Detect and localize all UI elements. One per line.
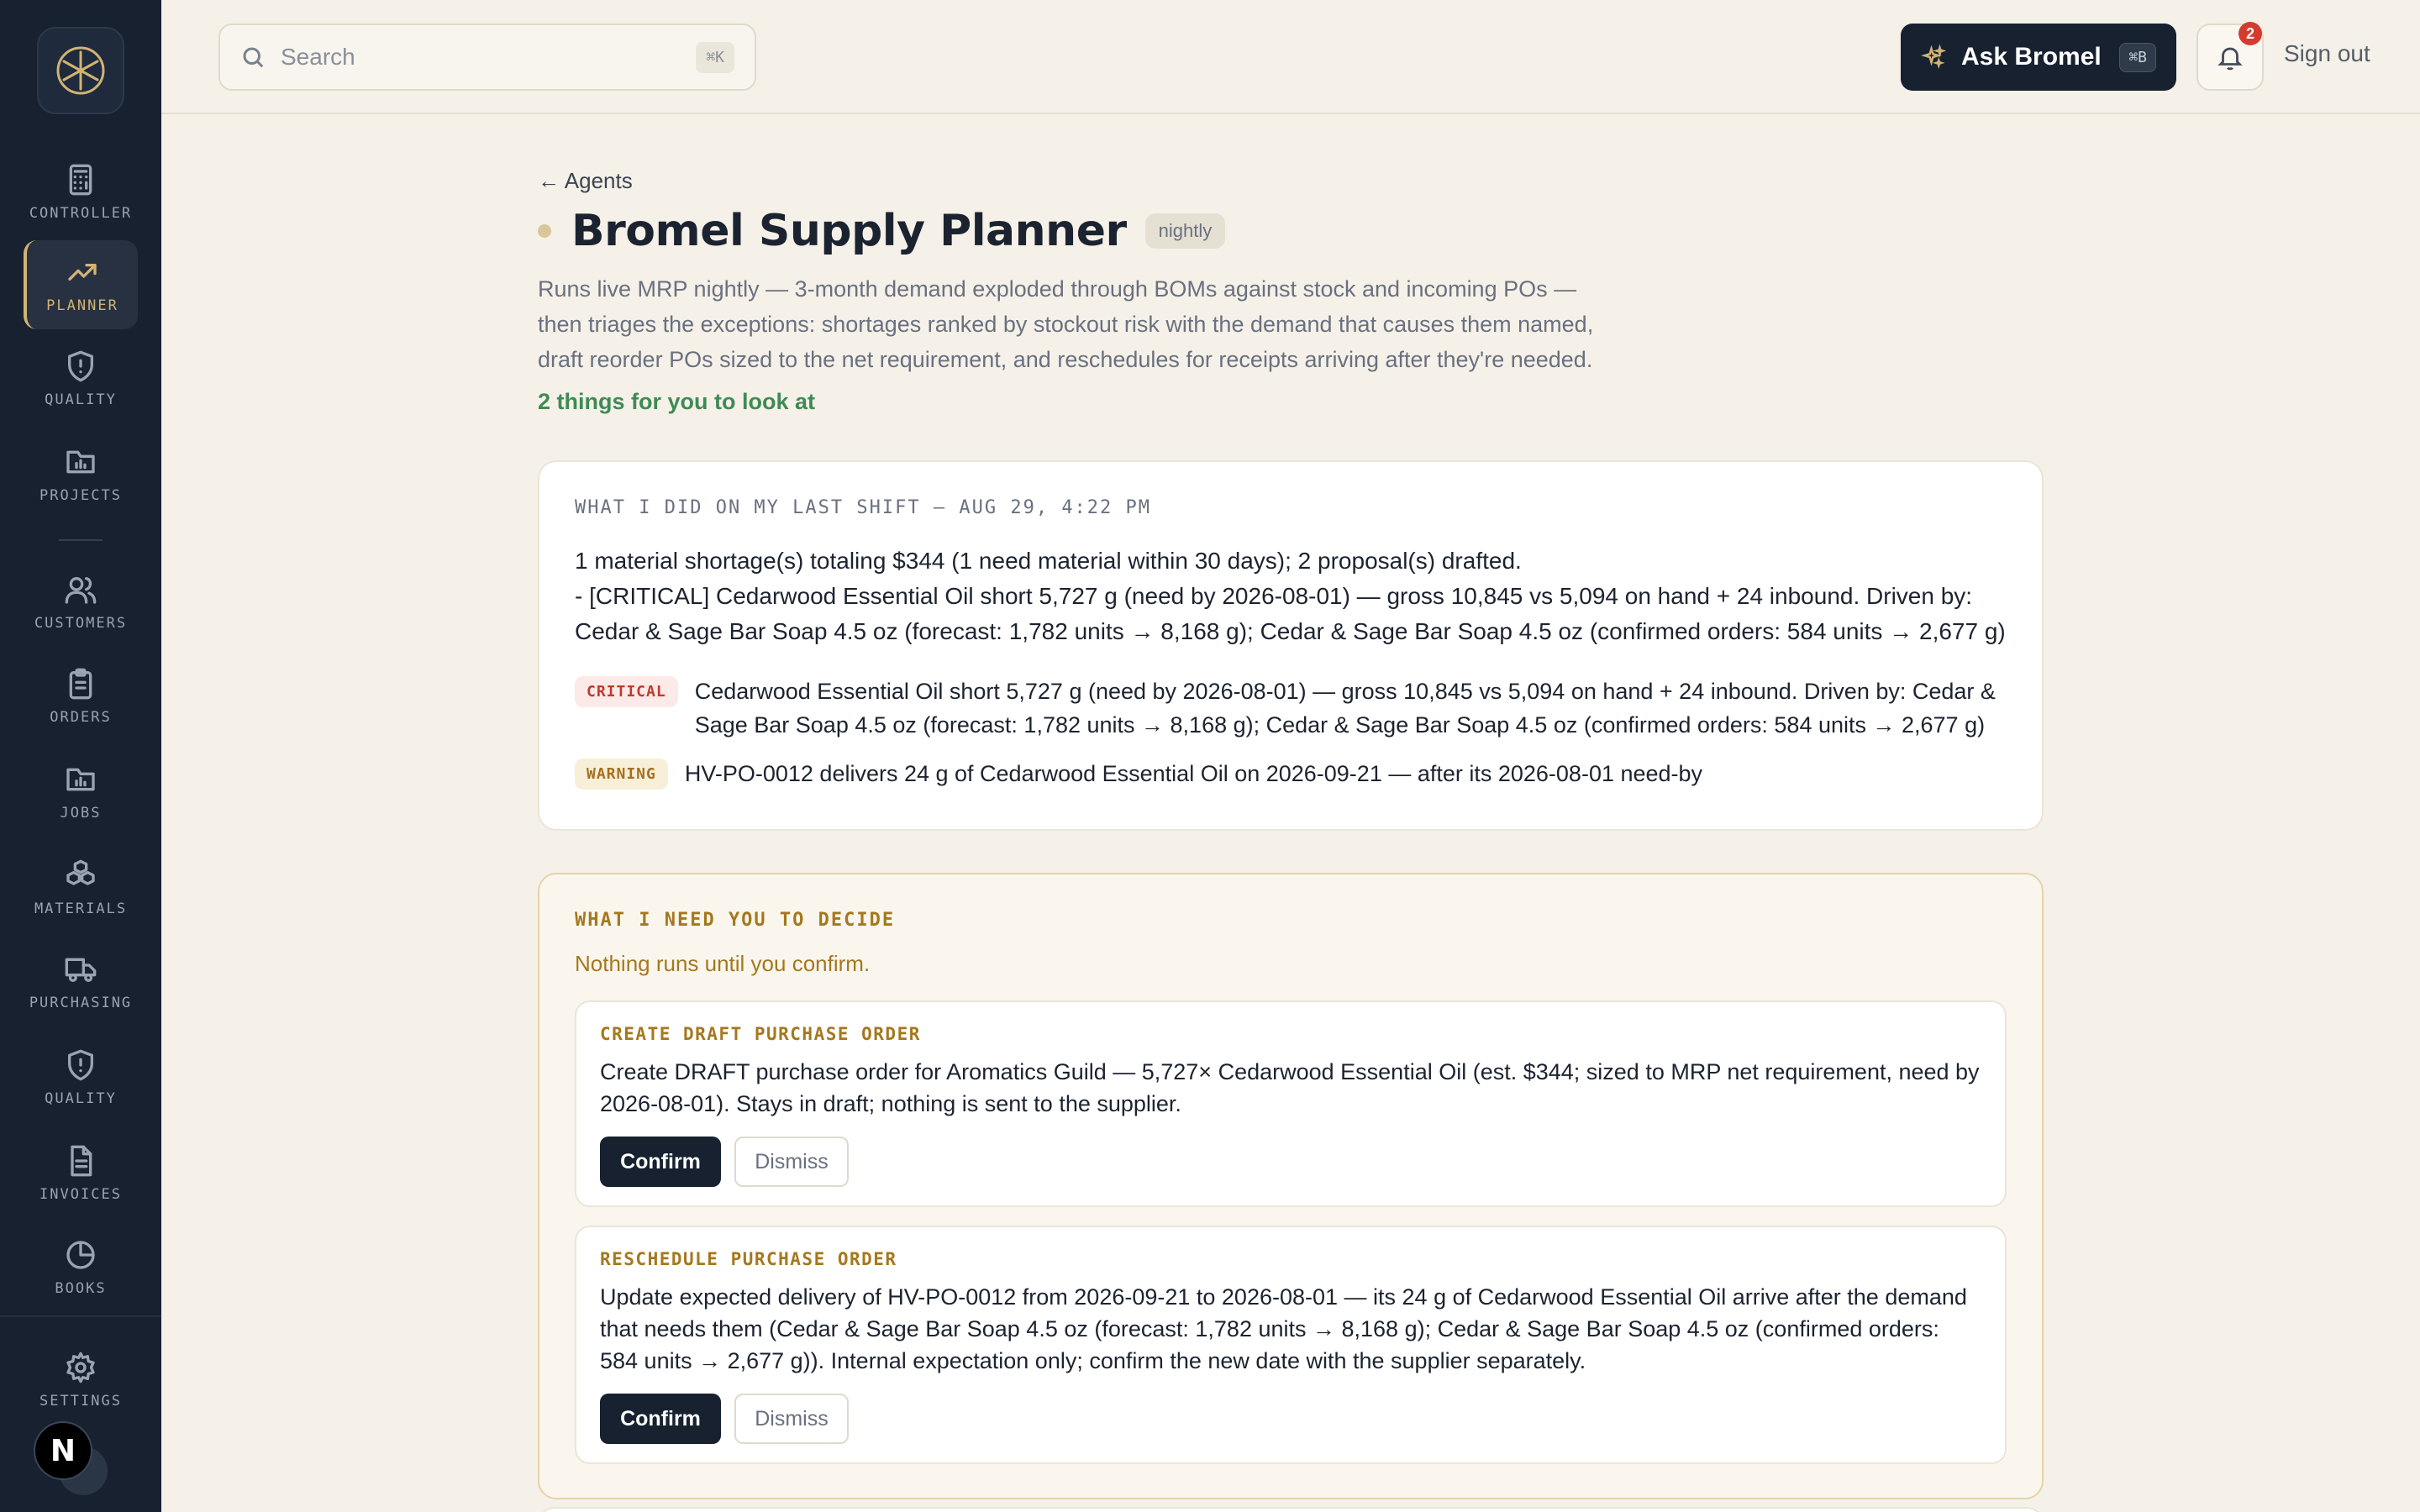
sidebar-item-invoices[interactable] — [24, 1129, 138, 1218]
shift-summary: 1 material shortage(s) totaling $344 (1 need material within 30 days); 2 proposal(s) drafted. - [CRITICAL] Cedarwood Essential Oil short 5,727 g (need by 2026-08-01) — gross 10,845 vs 5,094 on hand + 24 inbound. Driven by: Cedar & Sage Bar Soap 4.5 oz (forecast: 1,782 units → 8,168 g); Cedar & Sage Bar Soap 4.5 oz (confirmed orders: 584 units → 2,677 g) — [575, 548, 2006, 644]
search-shortcut: ⌘K — [696, 42, 734, 73]
next-section-card — [538, 1507, 2044, 1512]
main-content — [538, 168, 2044, 1499]
exception-text: Cedarwood Essential Oil short 5,727 g (need by 2026-08-01) — gross 10,845 vs 5,094 on hand + 24 inbound. Driven by: Cedar & Sage Bar Soap 4.5 oz (forecast: 1,782 units → 8,168 g); Cedar & Sage Bar Soap 4.5 oz (confirmed orders: 584 units → 2,677 g) — [694, 679, 1996, 738]
sidebar-item-quality[interactable] — [24, 334, 138, 423]
pie-chart-icon — [64, 1238, 97, 1272]
critical-badge: CRITICAL — [575, 676, 678, 707]
app-logo[interactable] — [37, 27, 124, 114]
exception-text: HV-PO-0012 delivers 24 g of Cedarwood Essential Oil on 2026-09-21 — after its 2026-08-01 need-by — [684, 761, 1703, 786]
attention-count[interactable]: 2 things for you to look at — [538, 389, 815, 414]
shield-alert-icon — [64, 1048, 97, 1082]
proposal-text: Update expected delivery of HV-PO-0012 from 2026-09-21 to 2026-08-01 — its 24 g of Cedarwood Essential Oil arrive after the demand that needs them (Cedar & Sage Bar Soap 4.5 oz (forecast: 1,782 units → 8,168 g); Cedar & Sage Bar Soap 4.5 oz (confirmed orders: 584 units → 2,677 g)). Internal expectation only; confirm the new date with the supplier separately. — [600, 1284, 1967, 1373]
dismiss-button[interactable]: Dismiss — [734, 1394, 849, 1444]
users-icon — [64, 573, 97, 606]
sidebar-item-jobs[interactable] — [24, 748, 138, 837]
proposal-type: CREATE DRAFT PURCHASE ORDER — [600, 1024, 921, 1044]
sidebar — [0, 0, 161, 1512]
proposal-actions — [600, 1137, 1981, 1187]
ask-bromel-button[interactable] — [1901, 24, 2176, 91]
sidebar-item-label: SETTINGS — [39, 1393, 122, 1410]
exception-row — [575, 757, 2007, 790]
user-avatar[interactable]: N — [34, 1421, 92, 1480]
folder-chart-icon — [64, 445, 97, 479]
truck-icon — [64, 953, 97, 986]
gear-icon — [64, 1351, 97, 1384]
search-icon — [240, 45, 266, 70]
sidebar-item-label: PURCHASING — [29, 995, 133, 1011]
sidebar-item-projects[interactable] — [24, 430, 138, 519]
sidebar-item-label: CUSTOMERS — [34, 615, 128, 632]
sidebar-item-controller[interactable] — [24, 148, 138, 237]
shield-alert-icon — [64, 349, 97, 383]
search-input[interactable] — [218, 24, 756, 91]
sidebar-item-label: ORDERS — [50, 709, 112, 726]
sidebar-item-label: QUALITY — [45, 391, 117, 408]
sparkles-icon — [1921, 45, 1946, 70]
sidebar-item-orders[interactable] — [24, 652, 138, 741]
top-header — [161, 0, 2420, 114]
ask-bromel-label: Ask Bromel — [1961, 43, 2102, 71]
sidebar-footer-divider — [0, 1315, 161, 1317]
sidebar-item-label: JOBS — [60, 805, 102, 822]
sidebar-item-label: PROJECTS — [39, 487, 122, 504]
frequency-badge: nightly — [1145, 213, 1226, 249]
file-text-icon — [64, 1144, 97, 1178]
sidebar-item-settings[interactable] — [24, 1336, 138, 1425]
confirm-button[interactable]: Confirm — [600, 1137, 721, 1187]
dismiss-button[interactable]: Dismiss — [734, 1137, 849, 1187]
notifications-button[interactable] — [2196, 24, 2264, 91]
decisions-card — [538, 873, 2044, 1499]
decisions-heading: WHAT I NEED YOU TO DECIDE — [575, 910, 896, 931]
sidebar-item-customers[interactable] — [24, 558, 138, 647]
sidebar-item-label: CONTROLLER — [29, 205, 133, 222]
sidebar-item-label: BOOKS — [55, 1280, 107, 1297]
sidebar-divider — [59, 539, 103, 541]
sidebar-item-label: QUALITY — [45, 1090, 117, 1107]
decisions-subtitle: Nothing runs until you confirm. — [575, 951, 871, 976]
calculator-icon — [64, 163, 97, 197]
agent-description: Runs live MRP nightly — 3-month demand exploded through BOMs against stock and incoming POs — then triages the exceptions: shortages ranked by stockout risk with the demand that causes them named, draft reorder POs sized to the net requirement, and reschedules for receipts arriving after they're needed. — [538, 276, 1594, 372]
confirm-button[interactable]: Confirm — [600, 1394, 721, 1444]
sidebar-item-quality-2[interactable] — [24, 1033, 138, 1122]
proposal-card — [575, 1226, 2007, 1464]
notification-count-badge: 2 — [2238, 22, 2262, 45]
proposal-text: Create DRAFT purchase order for Aromatics Guild — 5,727× Cedarwood Essential Oil (est. $344; sized to MRP net requirement, need by 2026-08-01). Stays in draft; nothing is sent to the supplier. — [600, 1059, 1980, 1116]
back-to-agents-link[interactable]: ← Agents — [538, 168, 633, 193]
sidebar-item-label: MATERIALS — [34, 900, 128, 917]
ask-shortcut: ⌘B — [2119, 43, 2156, 72]
last-shift-card — [538, 460, 2044, 831]
status-dot — [538, 224, 551, 238]
sidebar-item-planner[interactable] — [24, 240, 138, 329]
asterisk-logo-icon — [54, 44, 108, 97]
proposal-actions — [600, 1394, 1981, 1444]
search-placeholder: Search — [281, 44, 355, 70]
proposal-type: RESCHEDULE PURCHASE ORDER — [600, 1249, 897, 1269]
exception-row — [575, 675, 2007, 742]
last-shift-heading: WHAT I DID ON MY LAST SHIFT — AUG 29, 4:22 PM — [575, 497, 1152, 518]
proposal-card — [575, 1000, 2007, 1207]
title-row — [538, 206, 2044, 256]
sidebar-item-purchasing[interactable] — [24, 937, 138, 1026]
sidebar-item-label: PLANNER — [46, 297, 118, 314]
sidebar-item-label: INVOICES — [39, 1186, 122, 1203]
clipboard-icon — [64, 667, 97, 701]
sidebar-item-books[interactable] — [24, 1223, 138, 1312]
trending-up-icon — [66, 255, 99, 289]
page-title: Bromel Supply Planner — [571, 206, 1127, 256]
boxes-icon — [64, 858, 97, 892]
sidebar-item-materials[interactable] — [24, 843, 138, 932]
bell-icon — [2216, 43, 2244, 71]
signout-link[interactable]: Sign out — [2284, 40, 2370, 66]
folder-chart-icon — [64, 763, 97, 796]
warning-badge: WARNING — [575, 759, 668, 790]
